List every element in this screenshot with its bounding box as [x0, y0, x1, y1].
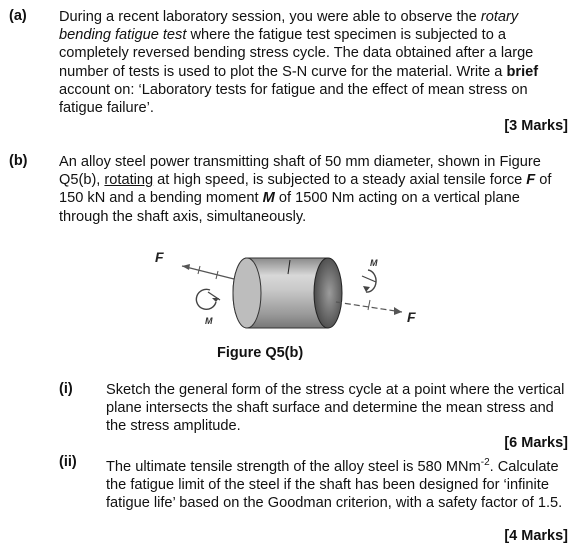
part-b-text-1: An alloy steel power transmitting shaft of 50 mm diameter, shown in Figure Q5(b),: [59, 154, 541, 189]
shaft-cylinder: [233, 258, 342, 328]
sub-i-marks: [6 Marks]: [504, 435, 568, 451]
left-moment-icon: [196, 289, 220, 309]
sub-ii-superscript: -2: [480, 457, 490, 468]
left-force-arrow: [182, 264, 238, 280]
part-a-text-1: During a recent laboratory session, you were able to observe the: [59, 9, 481, 25]
right-force-arrow: [336, 300, 402, 315]
part-a-marks: [3 Marks]: [504, 118, 568, 134]
shaft-figure: [140, 240, 440, 340]
figure-label-M-left: M: [205, 316, 213, 326]
sub-ii-marks: [4 Marks]: [504, 528, 568, 544]
part-b-rotating: rotating: [104, 172, 154, 189]
figure-caption: Figure Q5(b): [217, 345, 304, 361]
figure-label-F-right: F: [407, 309, 416, 325]
part-a-brief: brief: [506, 63, 539, 80]
figure-label-F-left: F: [155, 249, 164, 265]
sub-ii-text: [106, 454, 566, 512]
sub-ii-text-1: The ultimate tensile strength of the alloy steel is 580 MNm: [106, 458, 481, 475]
sub-i-text: Sketch the general form of the stress cycle at a point where the vertical plane intersects the shaft surface and determine the mean stress and the stress amplitude.: [106, 382, 565, 435]
part-b-text: [59, 153, 564, 226]
part-a-text-3: account on: ‘Laboratory tests for fatigue and the effect of mean stress on fatigue failure’.: [59, 81, 528, 117]
part-a-text-2: where the fatigue test specimen is subjected to a completely reversed bending stress cycle. The data obtained after a large number of tests is used to plot the S-N curve for the material. Write a: [59, 27, 534, 80]
figure-label-M-right: M: [370, 258, 378, 268]
part-b-label: (b): [9, 153, 28, 169]
part-b-text-3: of 150 kN and a bending moment: [59, 172, 552, 207]
sub-ii-text-2: . Calculate the fatigue limit of the steel if the shaft has been designed for ‘infinite fatigue life’ based on the Goodman criterion, with a safety factor of 1.5.: [106, 458, 563, 512]
right-moment-icon: [362, 270, 376, 292]
part-b-F: F: [526, 172, 536, 189]
part-b-text-4: of 1500 Nm acting on a vertical plane through the shaft axis, simultaneously.: [59, 190, 520, 225]
part-a-text: [59, 8, 564, 117]
part-b-M: M: [262, 190, 275, 207]
sub-i-label: (i): [59, 381, 73, 397]
part-a-rotary: rotary bending fatigue test: [59, 9, 519, 44]
part-a-label: (a): [9, 8, 27, 24]
sub-ii-label: (ii): [59, 454, 77, 470]
part-b-text-2: at high speed, is subjected to a steady axial tensile force: [153, 172, 527, 189]
